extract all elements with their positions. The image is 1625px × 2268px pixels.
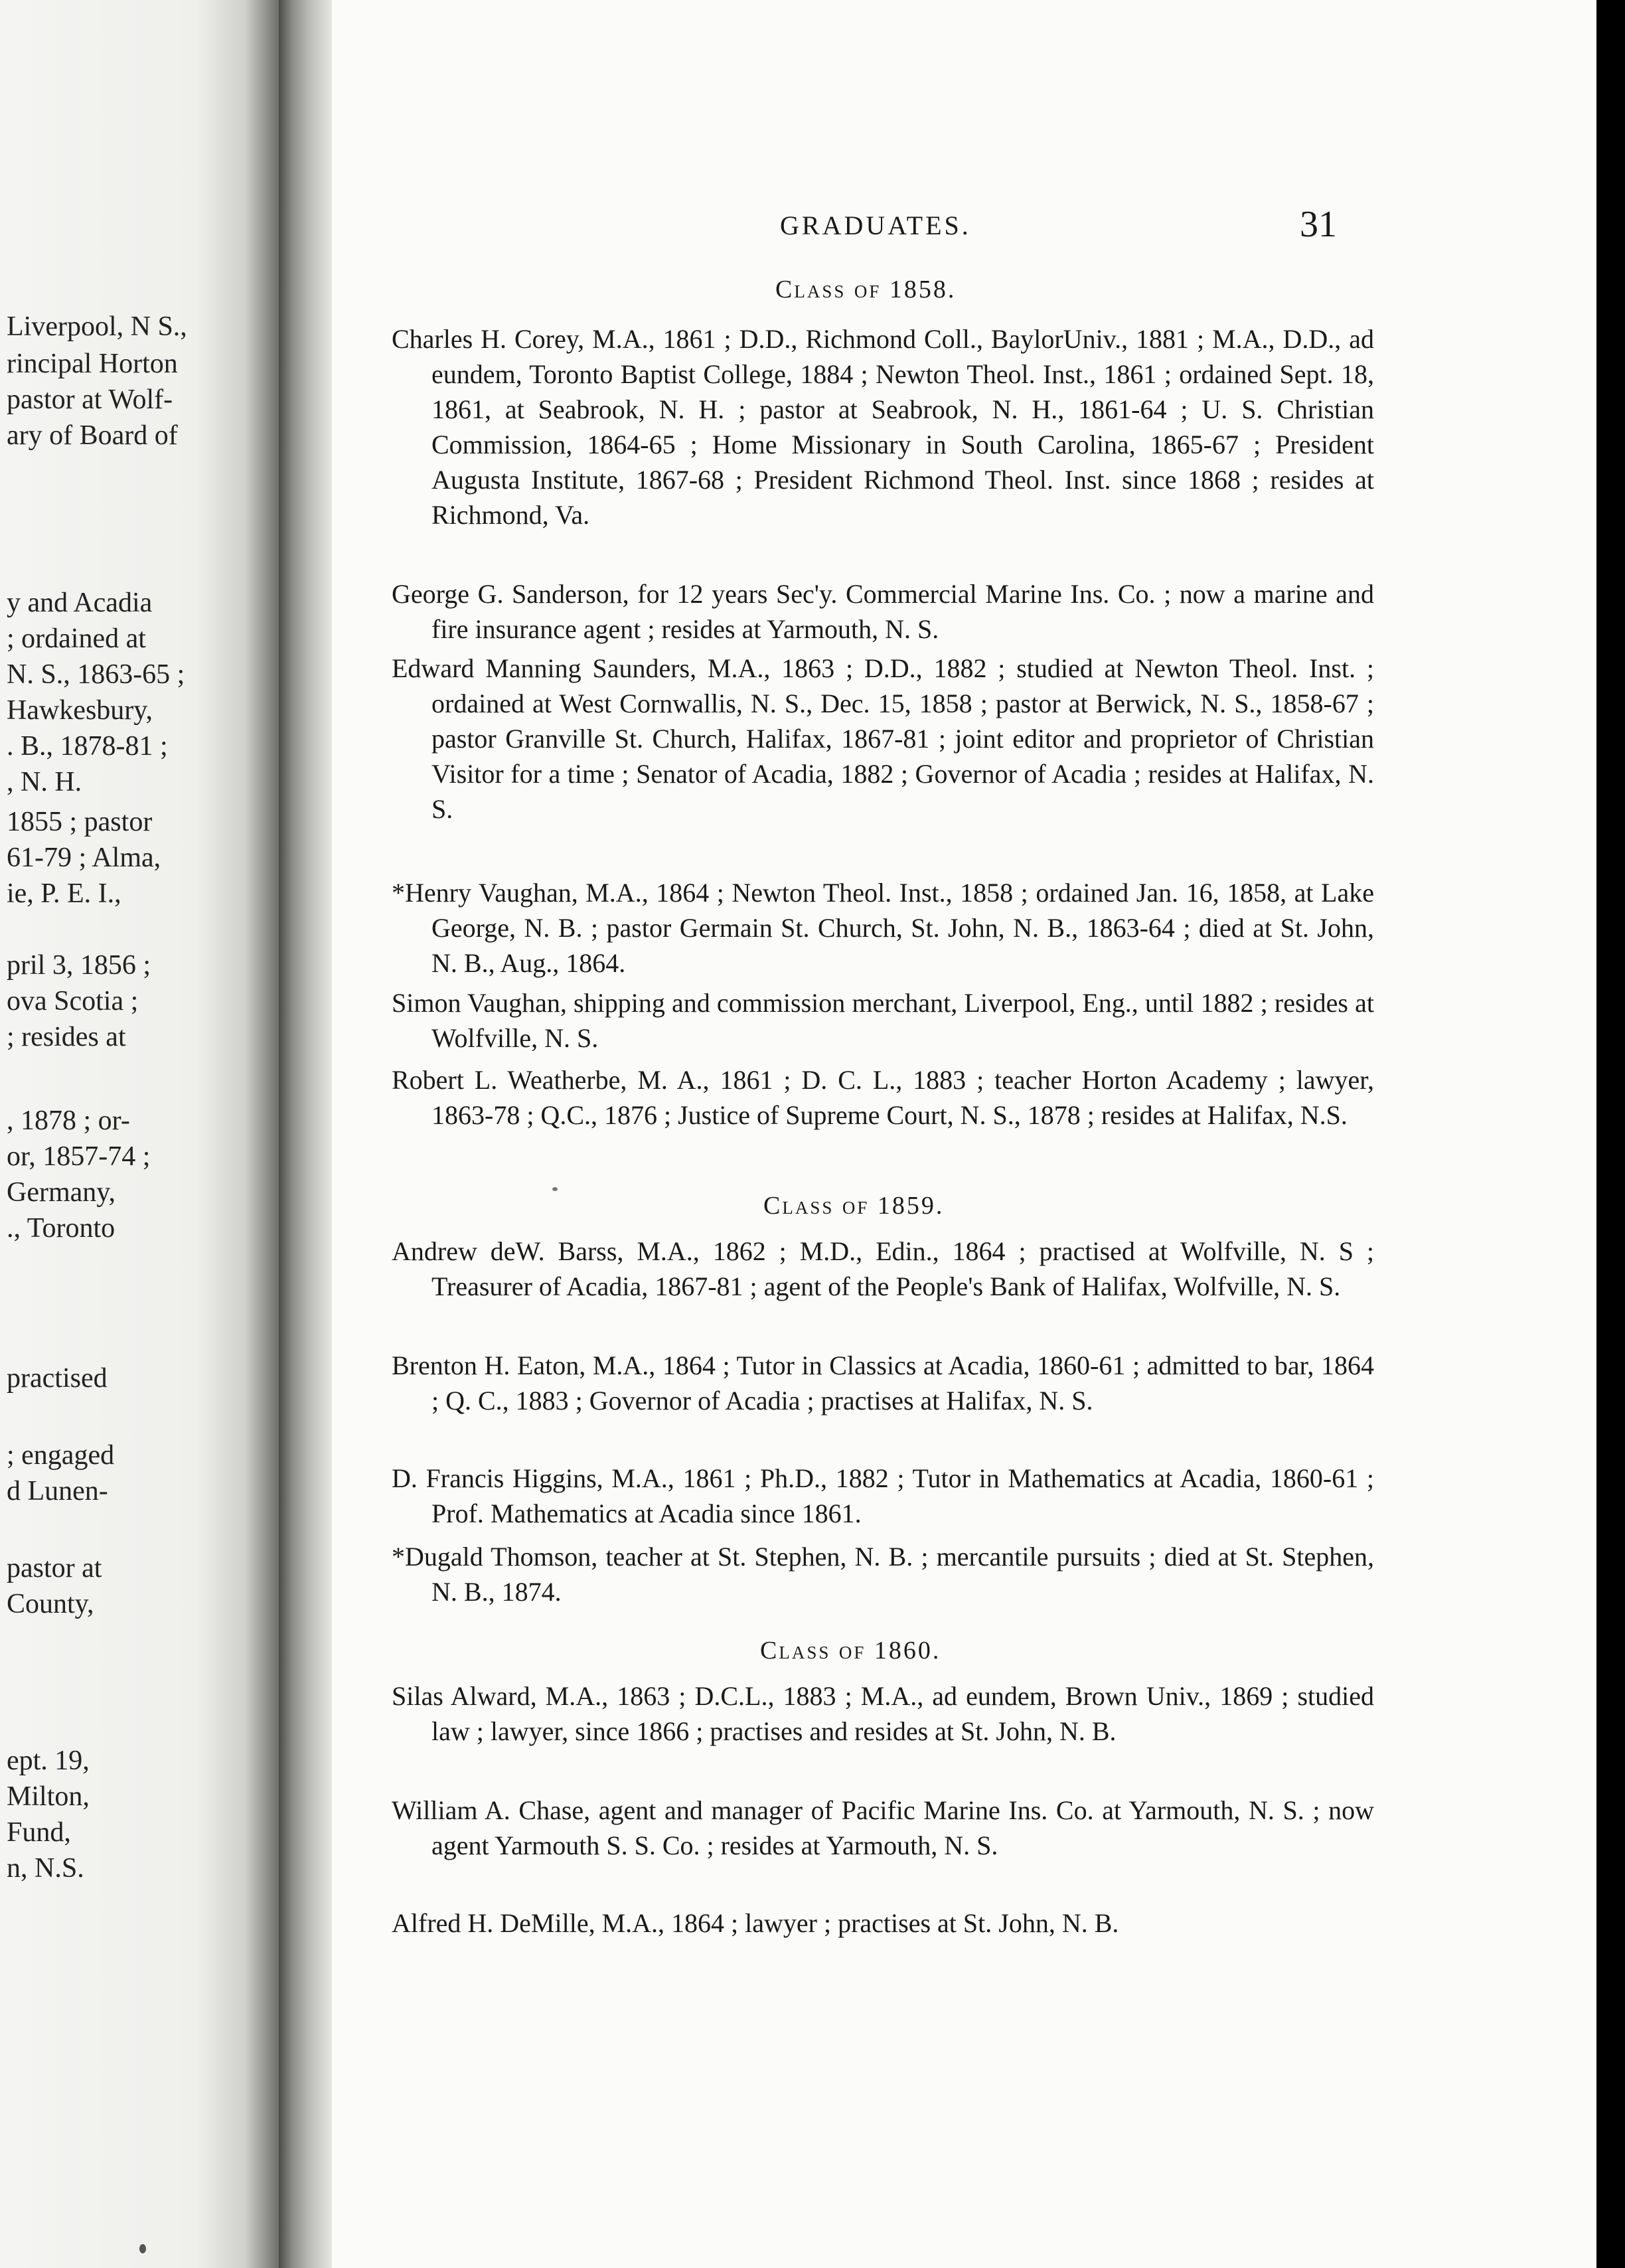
section-title-1858: Class of 1858. [775,276,957,303]
left-line: Hawkesbury, [7,695,153,726]
left-line: 61-79 ; Alma, [7,843,161,873]
left-line: Germany, [7,1177,116,1208]
entry-demille: Alfred H. DeMille, M.A., 1864 ; lawyer ; practises at St. John, N. B. [392,1908,1119,1938]
left-line: ., Toronto [7,1213,116,1244]
entry-saunders: Edward Manning Saunders, M.A., 1863 ; D.D., 1882 ; studied at Newton Theol. Inst. ; ordained at West Cornwallis, N. S., Dec. 15, 1858 ; pastor at Berwick, N. S., 1858-67 ; pastor Granville St. Church, Halifax, 1867-81 ; joint editor and proprietor of Christian Visitor for a time ; Senator of Acadia, 1882 ; Governor of Acadia ; resides at Halifax, N. S. [392,653,1374,824]
entry-barss: Andrew deW. Barss, M.A., 1862 ; M.D., Edin., 1864 ; practised at Wolfville, N. S ; Treasurer of Acadia, 1867-81 ; agent of the People's Bank of Halifax, Wolfville, N. S. [392,1236,1374,1301]
left-line: ept. 19, [7,1745,90,1776]
left-line: pastor at Wolf- [7,384,173,415]
entry-eaton: Brenton H. Eaton, M.A., 1864 ; Tutor in Classics at Acadia, 1860-61 ; admitted to bar, 1864 ; Q. C., 1883 ; Governor of Acadia ; practises at Halifax, N. S. [392,1350,1374,1416]
scan-border [1596,0,1625,2268]
left-line: ie, P. E. I., [7,878,121,909]
left-line: practised [7,1363,108,1394]
left-line: Fund, [7,1817,71,1848]
left-line: Milton, [7,1781,90,1812]
section-title-1860: Class of 1860. [760,1637,941,1664]
left-line: County, [7,1589,94,1619]
left-line: N. S., 1863-65 ; [7,659,185,690]
left-line: ova Scotia ; [7,986,139,1016]
scan-speck [139,2244,146,2253]
left-page-fragment [0,0,279,2268]
entry-weatherbe: Robert L. Weatherbe, M. A., 1861 ; D. C. L., 1883 ; teacher Horton Academy ; lawyer, 1863-78 ; Q.C., 1876 ; Justice of Supreme Court, N. S., 1878 ; resides at Halifax, N.S. [392,1065,1374,1130]
left-line: ; ordained at [7,623,146,654]
left-line: 1855 ; pastor [7,807,153,837]
left-line: n, N.S. [7,1853,84,1884]
left-line: pril 3, 1856 ; [7,950,151,981]
entry-alward: Silas Alward, M.A., 1863 ; D.C.L., 1883 ; M.A., ad eundem, Brown Univ., 1869 ; studied law ; lawyer, since 1866 ; practises and resides at St. John, N. B. [392,1681,1374,1746]
left-line: or, 1857-74 ; [7,1141,151,1172]
page-number: 31 [1300,204,1337,245]
left-line: . B., 1878-81 ; [7,731,168,762]
left-line: ary of Board of [7,420,178,451]
entry-corey: Charles H. Corey, M.A., 1861 ; D.D., Richmond Coll., BaylorUniv., 1881 ; M.A., D.D., ad eundem, Toronto Baptist College, 1884 ; Newton Theol. Inst., 1861 ; ordained Sept. 18, 1861, at Seabrook, N. H. ; pastor at Seabrook, N. H., 1861-64 ; U. S. Christian Commission, 1864-65 ; Home Missionary in South Carolina, 1865-67 ; President Augusta Institute, 1867-68 ; President Richmond Theol. Inst. since 1868 ; resides at Richmond, Va. [392,324,1374,530]
entry-chase: William A. Chase, agent and manager of Pacific Marine Ins. Co. at Yarmouth, N. S. ; now agent Yarmouth S. S. Co. ; resides at Yarmouth, N. S. [392,1795,1374,1860]
left-line: d Lunen- [7,1476,108,1506]
entry-sanderson: George G. Sanderson, for 12 years Sec'y. Commercial Marine Ins. Co. ; now a marine and fire insurance agent ; resides at Yarmouth, N. S. [392,579,1374,644]
left-line: pastor at [7,1553,102,1583]
entry-henry-vaughan: *Henry Vaughan, M.A., 1864 ; Newton Theol. Inst., 1858 ; ordained Jan. 16, 1858, at Lake George, N. B. ; pastor Germain St. Church, St. John, N. B., 1863-64 ; died at St. John, N. B., Aug., 1864. [392,878,1374,978]
scan-speck [552,1187,558,1191]
running-header: GRADUATES. [780,210,971,240]
entry-higgins: D. Francis Higgins, M.A., 1861 ; Ph.D., 1882 ; Tutor in Mathematics at Acadia, 1860-61 ; Prof. Mathematics at Acadia since 1861. [392,1463,1374,1528]
entry-simon-vaughan: Simon Vaughan, shipping and commission merchant, Liverpool, Eng., until 1882 ; resides at Wolfville, N. S. [392,988,1374,1053]
left-line: ; engaged [7,1440,115,1471]
entry-thomson: *Dugald Thomson, teacher at St. Stephen, N. B. ; mercantile pursuits ; died at St. Stephen, N. B., 1874. [392,1542,1374,1607]
left-line: ; resides at [7,1022,126,1052]
left-line: , 1878 ; or- [7,1105,130,1136]
left-line: , N. H. [7,767,82,797]
left-line: y and Acadia [7,588,153,618]
left-line: rincipal Horton [7,349,178,379]
left-line: Liverpool, N S., [7,311,187,342]
book-gutter [279,0,332,2268]
section-title-1859: Class of 1859. [763,1192,945,1220]
